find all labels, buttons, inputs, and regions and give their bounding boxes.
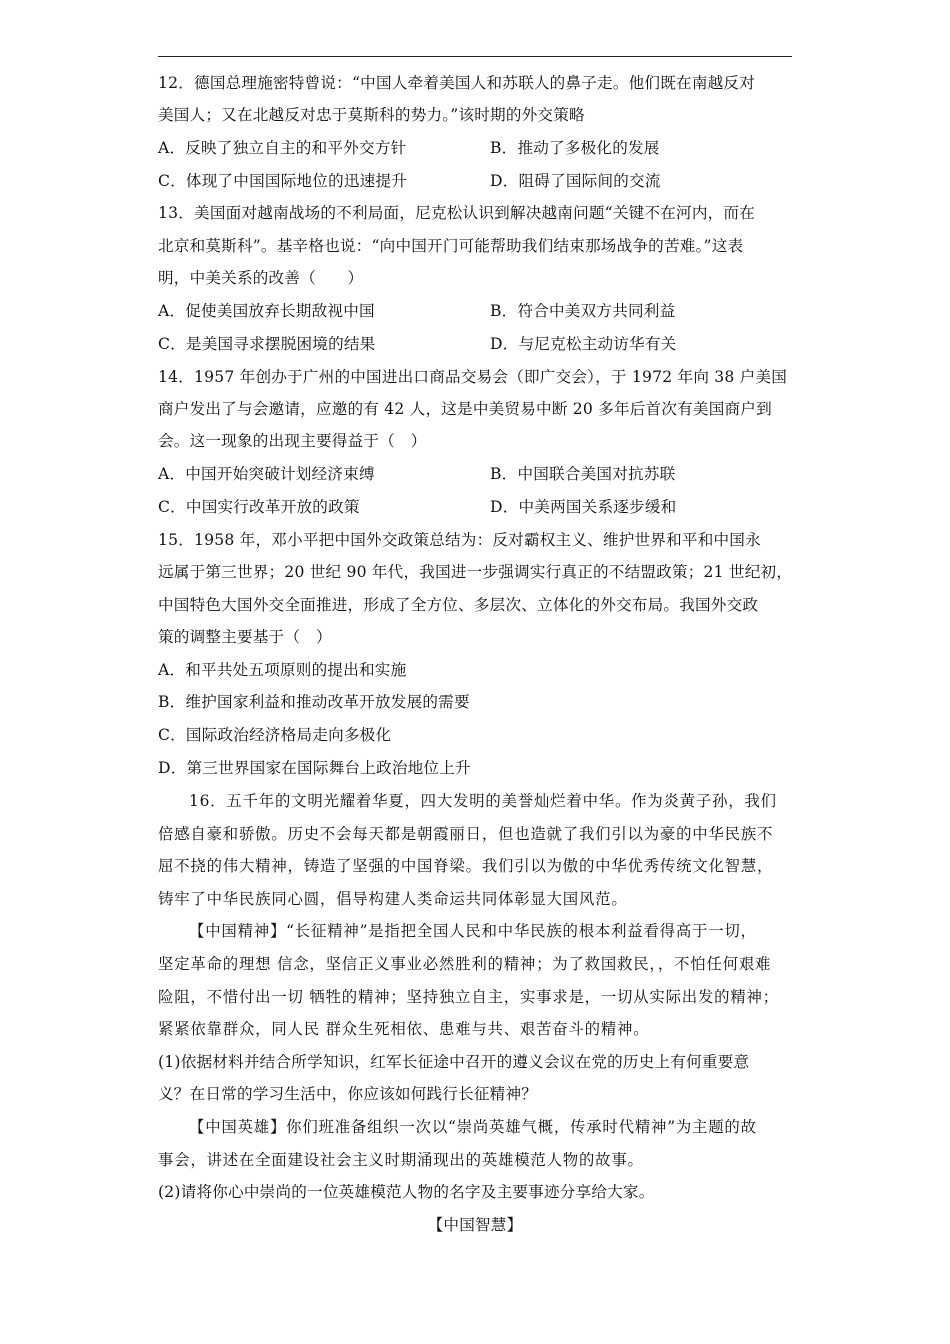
q16-sub1-line-2: 义？在日常的学习生活中，你应该如何践行长征精神？ (158, 1085, 538, 1103)
q12-option-a[interactable]: A．反映了独立自主的和平外交方针 (158, 139, 407, 157)
q14-option-c[interactable]: C．中国实行改革开放的政策 (158, 498, 360, 516)
q15-option-c[interactable]: C．国际政治经济格局走向多极化 (158, 726, 392, 744)
q16-intro-line-4: 铸牢了中华民族同心圆，倡导构建人类命运共同体彰显大国风范。 (158, 890, 628, 908)
q14-option-a[interactable]: A．中国开始突破计划经济束缚 (158, 465, 375, 483)
q12-stem-line-2: 美国人；又在北越反对忠于莫斯科的势力。”该时期的外交策略 (158, 106, 585, 124)
q13-option-d[interactable]: D．与尼克松主动访华有关 (490, 335, 677, 353)
q15-option-b[interactable]: B．维护国家利益和推动改革开放发展的需要 (158, 693, 470, 711)
q12-option-d[interactable]: D．阻碍了国际间的交流 (490, 172, 661, 190)
q15-stem-line-1: 15．1958 年，邓小平把中国外交政策总结为：反对霸权主义、维护世界和平和中国永 (158, 531, 761, 549)
q14-option-b[interactable]: B．中国联合美国对抗苏联 (490, 465, 676, 483)
q14-stem-line-2: 商户发出了与会邀请，应邀的有 42 人，这是中美贸易中断 20 多年后首次有美国商户到 (158, 400, 772, 418)
q14-stem-line-3: 会。这一现象的出现主要得益于（ ） (158, 432, 427, 450)
q16-hero-line-1: 【中国英雄】你们班准备组织一次以“崇尚英雄气概，传承时代精神”为主题的故 (189, 1118, 757, 1136)
q16-intro-line-1: 16．五千年的文明光耀着华夏，四大发明的美誉灿烂着中华。作为炎黄子孙，我们 (189, 792, 777, 810)
q14-option-d[interactable]: D．中美两国关系逐步缓和 (490, 498, 677, 516)
q13-stem-line-2: 北京和莫斯科”。基辛格也说：“向中国开门可能帮助我们结束那场战争的苦难。”这表 (158, 237, 744, 255)
q14-stem-line-1: 14．1957 年创办于广州的中国进出口商品交易会（即广交会），于 1972 年向 38 户美国 (158, 368, 788, 386)
q13-stem-line-3: 明，中美关系的改善（ ） (158, 269, 364, 287)
q12-option-b[interactable]: B．推动了多极化的发展 (490, 139, 660, 157)
q16-hero-line-2: 事会，讲述在全面建设社会主义时期涌现出的英雄模范人物的故事。 (158, 1151, 644, 1169)
q16-sub2-line-1: (2)请将你心中崇尚的一位英雄模范人物的名字及主要事迹分享给大家。 (158, 1183, 655, 1201)
q16-intro-line-3: 屈不挠的伟大精神，铸造了坚强的中国脊梁。我们引以为傲的中华优秀传统文化智慧， (158, 857, 774, 875)
q16-spirit-line-2: 坚定革命的理想 信念，坚信正义事业必然胜利的精神；为了救国救民，，不怕任何艰难 (158, 955, 772, 973)
q15-stem-line-2: 远属于第三世界；20 世纪 90 年代，我国进一步强调实行真正的不结盟政策；21 世纪初， (158, 563, 793, 581)
q15-stem-line-4: 策的调整主要基于（ ） (158, 628, 332, 646)
q16-spirit-line-1: 【中国精神】“长征精神”是指把全国人民和中华民族的根本利益看得高于一切， (189, 922, 757, 940)
q13-option-b[interactable]: B．符合中美双方共同利益 (490, 302, 676, 320)
q12-stem-line-1: 12．德国总理施密特曾说：“中国人牵着美国人和苏联人的鼻子走。他们既在南越反对 (158, 74, 755, 92)
header-rule (158, 56, 792, 57)
q15-stem-line-3: 中国特色大国外交全面推进，形成了全方位、多层次、立体化的外交布局。我国外交政 (158, 596, 759, 614)
q12-option-c[interactable]: C．体现了中国国际地位的迅速提升 (158, 172, 408, 190)
q13-option-a[interactable]: A．促使美国放弃长期敌视中国 (158, 302, 375, 320)
q16-sub1-line-1: (1)依据材料并结合所学知识，红军长征途中召开的遵义会议在党的历史上有何重要意 (158, 1053, 750, 1071)
q15-option-d[interactable]: D．第三世界国家在国际舞台上政治地位上升 (158, 759, 471, 777)
q13-option-c[interactable]: C．是美国寻求摆脱困境的结果 (158, 335, 376, 353)
q16-spirit-line-4: 紧紧依靠群众，同人民 群众生死相依、患难与共、艰苦奋斗的精神。 (158, 1020, 650, 1038)
q15-option-a[interactable]: A．和平共处五项原则的提出和实施 (158, 661, 407, 679)
q16-spirit-line-3: 险阻，不惜付出一切 牺牲的精神；坚持独立自主，实事求是，一切从实际出发的精神； (158, 988, 779, 1006)
q16-intro-line-2: 倍感自豪和骄傲。历史不会每天都是朝霞丽日，但也造就了我们引以为豪的中华民族不 (158, 825, 774, 843)
q13-stem-line-1: 13．美国面对越南战场的不利局面，尼克松认识到解决越南问题“关键不在河内，而在 (158, 204, 755, 222)
q16-wisdom-heading: 【中国智慧】 (427, 1216, 523, 1234)
